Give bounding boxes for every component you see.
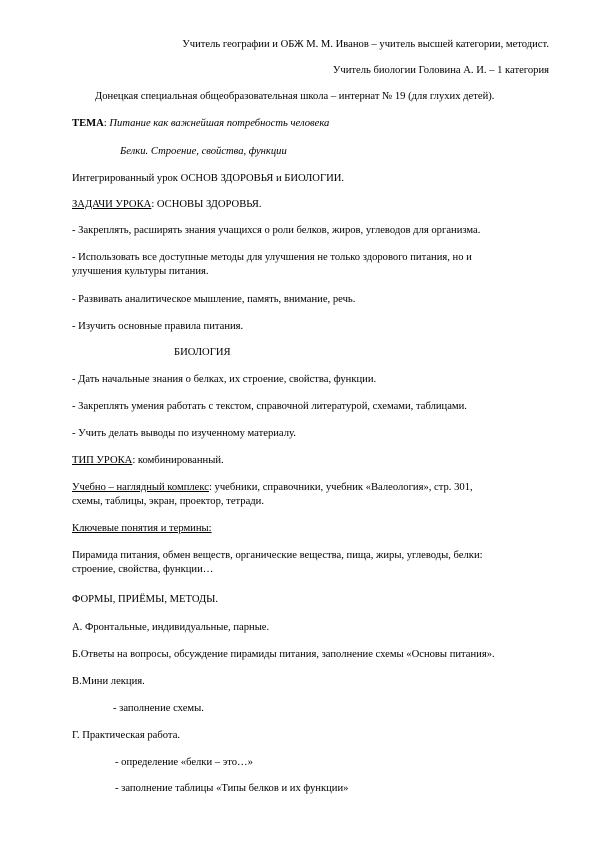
forms-item-v: В.Мини лекция. xyxy=(72,676,145,687)
forms-item-b: Б.Ответы на вопросы, обсуждение пирамиды питания, заполнение схемы «Основы питания». xyxy=(72,649,495,660)
materials-label: Учебно – наглядный комплекс xyxy=(72,482,209,493)
key-terms-line: строение, свойства, функции… xyxy=(72,564,214,575)
biology-item: - Закреплять умения работать с текстом, справочной литературой, схемами, таблицами. xyxy=(72,401,467,412)
lesson-type xyxy=(72,454,224,467)
tasks-heading xyxy=(72,198,262,211)
topic-subtitle: Белки. Строение, свойства, функции xyxy=(120,146,287,157)
forms-subitem: - заполнение схемы. xyxy=(113,703,204,714)
key-terms-label: Ключевые понятия и термины: xyxy=(72,523,212,534)
topic-label: ТЕМА xyxy=(72,118,104,129)
lesson-type-label: ТИП УРОКА xyxy=(72,455,133,466)
lesson-type-value: : комбинированный. xyxy=(132,455,224,466)
forms-item-a: А. Фронтальные, индивидуальные, парные. xyxy=(72,622,270,633)
task-item: - Изучить основные правила питания. xyxy=(72,321,244,332)
materials-continued: схемы, таблицы, экран, проектор, тетради. xyxy=(72,496,264,507)
topic-colon: : xyxy=(103,118,110,129)
forms-subitem: - определение «белки – это…» xyxy=(115,757,253,768)
key-terms-line: Пирамида питания, обмен веществ, органические вещества, пища, жиры, углеводы, белки: xyxy=(72,550,483,561)
materials-line xyxy=(72,481,473,494)
task-item: - Закреплять, расширять знания учащихся о роли белков, жиров, углеводов для организма. xyxy=(72,225,481,236)
integrated-lesson: Интегрированный урок ОСНОВ ЗДОРОВЬЯ и БИОЛОГИИ. xyxy=(72,173,345,184)
topic-line xyxy=(72,117,329,130)
biology-item: - Дать начальные знания о белках, их строение, свойства, функции. xyxy=(72,374,377,385)
topic-title: Питание как важнейшая потребность человека xyxy=(109,118,330,129)
tasks-label: ЗАДАЧИ УРОКА xyxy=(72,199,152,210)
forms-item-g: Г. Практическая работа. xyxy=(72,730,181,741)
biology-heading: БИОЛОГИЯ xyxy=(174,347,231,358)
materials-value: : учебники, справочники, учебник «Валеология», стр. 301, xyxy=(208,482,473,493)
task-item: - Использовать все доступные методы для улучшения не только здорового питания, но и xyxy=(72,252,472,263)
author-line-1: Учитель географии и ОБЖ М. М. Иванов – учитель высшей категории, методист. xyxy=(182,39,549,50)
tasks-subject: : ОСНОВЫ ЗДОРОВЬЯ. xyxy=(151,199,262,210)
biology-item: - Учить делать выводы по изученному материалу. xyxy=(72,428,296,439)
forms-heading: ФОРМЫ, ПРИЁМЫ, МЕТОДЫ. xyxy=(72,594,219,605)
author-line-2: Учитель биологии Головина А. И. – 1 категория xyxy=(332,65,549,76)
task-item-continued: улучшения культуры питания. xyxy=(72,266,209,277)
task-item: - Развивать аналитическое мышление, память, внимание, речь. xyxy=(72,294,356,305)
school-line: Донецкая специальная общеобразовательная школа – интернат № 19 (для глухих детей). xyxy=(95,91,495,102)
forms-subitem: - заполнение таблицы «Типы белков и их функции» xyxy=(115,783,349,794)
